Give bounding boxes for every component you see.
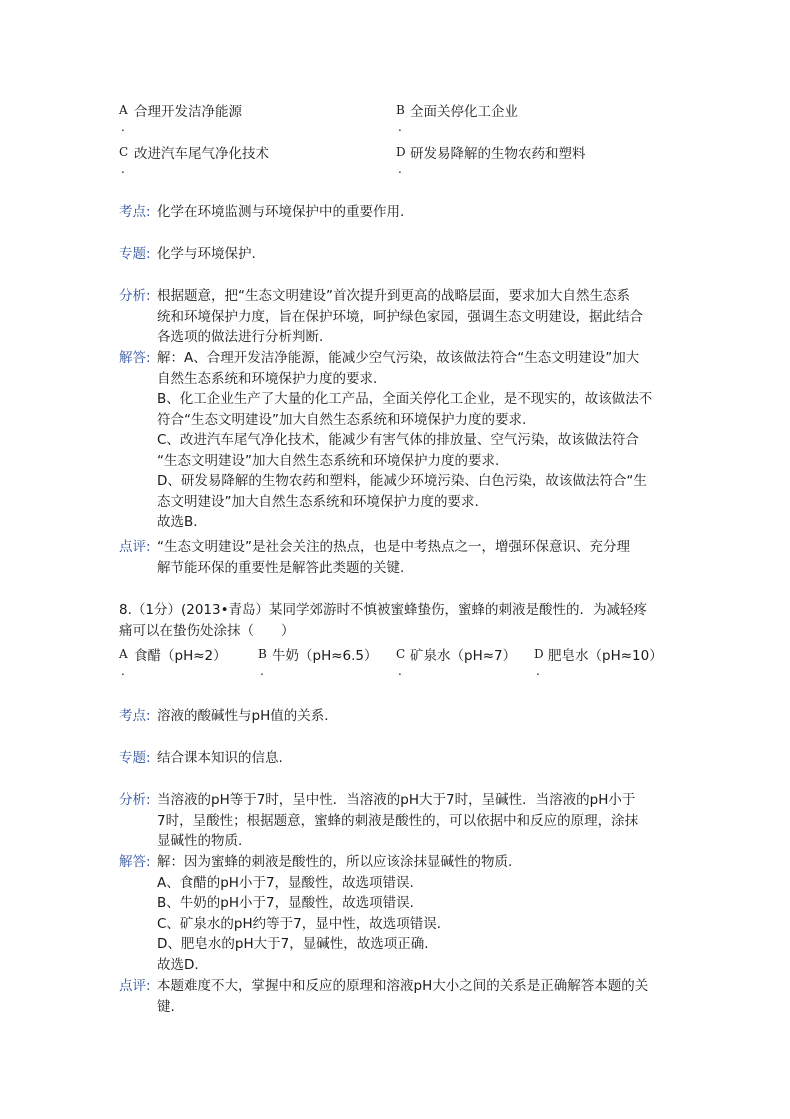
kaodian-text: 溶液的酸碱性与pH值的关系. — [157, 708, 329, 724]
fenxi-line: 7时，呈酸性；根据题意，蜜蜂的刺液是酸性的，可以依据中和反应的原理，涂抹 — [157, 812, 639, 829]
zhuanti-label: 专题: — [119, 246, 151, 262]
fenxi-label: 分析: — [119, 792, 151, 808]
fenxi-line: 各选项的做法进行分析判断. — [157, 329, 324, 345]
jieda-line: A、食醋的pH小于7，显酸性，故选项错误. — [157, 874, 414, 891]
jieda-line: C、矿泉水的pH约等于7，显中性，故选项错误. — [157, 915, 442, 932]
option-dot: . — [121, 664, 125, 678]
zhuanti-text: 结合课本知识的信息. — [157, 750, 283, 766]
option-text: 牛奶（pH≈6.5） — [272, 648, 378, 664]
jieda-line: 故选D. — [157, 956, 199, 973]
dianping-line: 解节能环保的重要性是解答此类题的关键. — [157, 559, 405, 576]
option-letter: B — [396, 103, 405, 117]
jieda-line: 解：因为蜜蜂的刺液是酸性的，所以应该涂抹显碱性的物质. — [157, 854, 513, 870]
jieda-label: 解答: — [119, 854, 151, 870]
fenxi-line: 当溶液的pH等于7时，呈中性．当溶液的pH大于7时，呈碱性．当溶液的pH小于 — [157, 792, 636, 808]
option-text: 研发易降解的生物农药和塑料 — [410, 146, 586, 162]
option-text: 食醋（pH≈2） — [134, 648, 227, 664]
option-dot: . — [260, 664, 264, 678]
option-text: 改进汽车尾气净化技术 — [134, 146, 269, 162]
q8-title-line: 痛可以在蛰伤处涂抹（ ） — [119, 622, 295, 639]
zhuanti-text: 化学与环境保护. — [157, 246, 256, 262]
jieda-label: 解答: — [119, 350, 151, 366]
jieda-line: D、肥皂水的pH大于7，显碱性，故选项正确. — [157, 936, 429, 952]
dianping-line: 本题难度不大，掌握中和反应的原理和溶液pH大小之间的关系是正确解答本题的关 — [157, 978, 649, 994]
dianping-label: 点评: — [119, 978, 151, 994]
q7-zhuanti — [119, 244, 679, 265]
q8-dianping — [119, 976, 679, 1017]
zhuanti-label: 专题: — [119, 750, 151, 766]
jieda-line: 态文明建设”加大自然生态系统和环境保护力度的要求. — [157, 493, 479, 510]
jieda-line: 解：A、合理开发洁净能源，能减少空气污染，故该做法符合“生态文明建设”加大 — [157, 350, 640, 366]
kaodian-label: 考点: — [119, 204, 151, 220]
fenxi-label: 分析: — [119, 288, 151, 304]
option-letter: B — [258, 647, 267, 661]
fenxi-line: 统和环境保护力度，旨在保护环境，呵护绿色家园，强调生态文明建设，据此结合 — [157, 308, 643, 325]
option-letter: A — [119, 647, 128, 661]
q8-jieda — [119, 852, 679, 975]
q7-fenxi — [119, 286, 679, 348]
dianping-line: “生态文明建设”是社会关注的热点，也是中考热点之一，增强环保意识、充分理 — [157, 539, 630, 555]
kaodian-text: 化学在环境监测与环境保护中的重要作用. — [157, 204, 405, 220]
q8-kaodian — [119, 706, 679, 727]
fenxi-line: 显碱性的物质. — [157, 833, 243, 849]
option-dot: . — [121, 120, 125, 134]
fenxi-line: 根据题意，把“生态文明建设”首次提升到更高的战略层面，要求加大自然生态系 — [157, 288, 630, 304]
option-dot: . — [398, 664, 402, 678]
q8-fenxi — [119, 790, 679, 852]
q8-title — [119, 600, 679, 641]
option-text: 矿泉水（pH≈7） — [410, 648, 517, 664]
option-letter: D — [396, 145, 406, 159]
dianping-label: 点评: — [119, 539, 151, 555]
option-letter: C — [119, 145, 129, 159]
option-text: 肥皂水（pH≈10） — [548, 648, 663, 664]
option-dot: . — [121, 162, 125, 176]
jieda-line: “生态文明建设”加大自然生态系统和环境保护力度的要求. — [157, 452, 500, 469]
jieda-line: 符合“生态文明建设”加大自然生态系统和环境保护力度的要求. — [157, 411, 527, 428]
q7-kaodian — [119, 202, 679, 223]
dianping-line: 键. — [157, 998, 175, 1015]
option-dot: . — [398, 120, 402, 134]
option-dot: . — [536, 664, 540, 678]
q8-zhuanti — [119, 748, 679, 769]
option-letter: A — [119, 103, 128, 117]
q8-title-line: 8.（1分）(2013•青岛）某同学郊游时不慎被蜜蜂蛰伤，蜜蜂的刺液是酸性的．为减轻疼 — [119, 602, 648, 618]
q7-dianping — [119, 537, 679, 578]
option-text: 合理开发洁净能源 — [134, 104, 242, 120]
jieda-line: B、牛奶的pH小于7，显酸性，故选项错误. — [157, 895, 414, 911]
jieda-line: 故选B. — [157, 514, 198, 530]
kaodian-label: 考点: — [119, 708, 151, 724]
jieda-line: D、研发易降解的生物农药和塑料，能减少环境污染、白色污染，故该做法符合“生 — [157, 473, 647, 489]
jieda-line: B、化工企业生产了大量的化工产品，全面关停化工企业，是不现实的，故该做法不 — [157, 391, 653, 407]
option-dot: . — [398, 162, 402, 176]
option-text: 全面关停化工企业 — [410, 104, 518, 120]
q7-jieda — [119, 348, 679, 533]
option-letter: D — [534, 647, 544, 661]
option-letter: C — [396, 647, 406, 661]
jieda-line: C、改进汽车尾气净化技术，能减少有害气体的排放量、空气污染，故该做法符合 — [157, 432, 639, 448]
jieda-line: 自然生态系统和环境保护力度的要求. — [157, 370, 378, 387]
